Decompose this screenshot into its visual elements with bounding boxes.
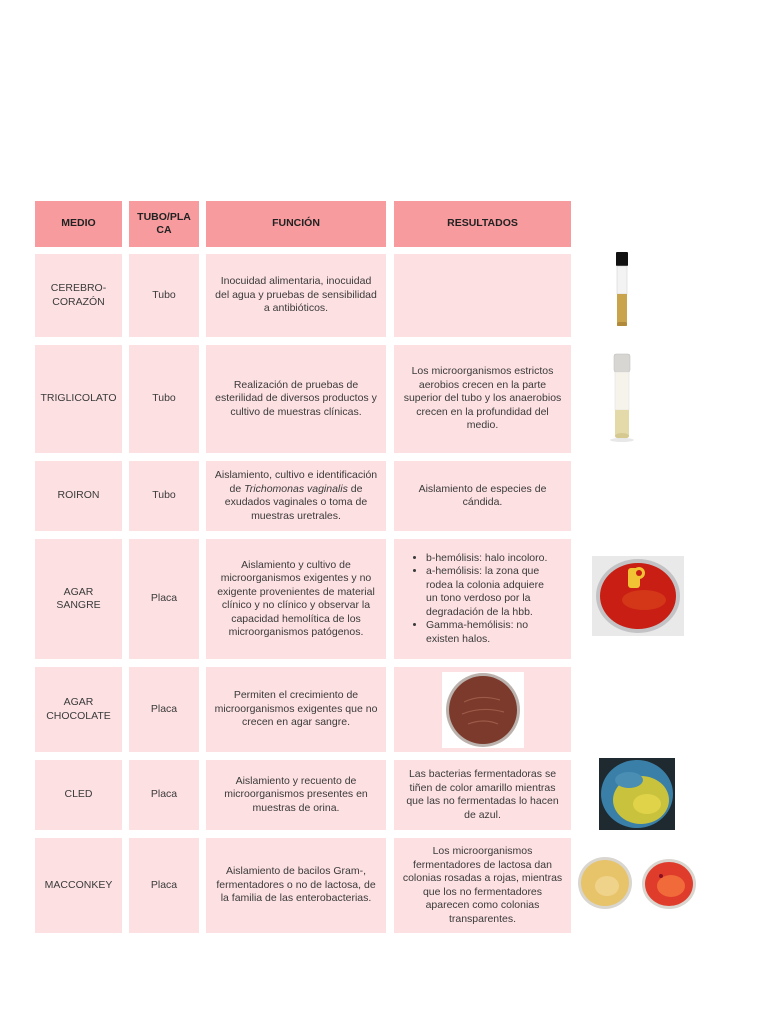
row-7-medio: MACCONKEY xyxy=(35,838,122,933)
row-4-tipo: Placa xyxy=(129,539,199,659)
row-3-funcion-pre: Aislamiento, cultivo e identificación de xyxy=(214,469,378,495)
header-funcion: FUNCIÓN xyxy=(206,201,386,247)
row-3-resultados: Aislamiento de especies de cándida. xyxy=(394,461,571,531)
row-5-medio: AGAR CHOCOLATE xyxy=(35,667,122,752)
row-1-funcion: Inocuidad alimentaria, inocuidad del agua y pruebas de sensibilidad a antibióticos. xyxy=(206,254,386,337)
row-3-funcion-species: Trichomonas vaginalis xyxy=(244,482,348,495)
row-3-medio: ROIRON xyxy=(35,461,122,531)
row-2-medio: TRIGLICOLATO xyxy=(35,345,122,453)
row-4-resultado-item: • a-hemólisis: la zona que rodea la colonia adquiere un tono verdoso por la degradación de la hbb. xyxy=(426,565,555,619)
row-6-resultados: Las bacterias fermentadoras se tiñen de color amarillo mientras que las no fermentadas lo hacen de azul. xyxy=(394,760,571,830)
row-1-resultados xyxy=(394,254,571,337)
chocolate-agar-plate-image xyxy=(442,672,524,748)
row-7-tipo: Placa xyxy=(129,838,199,933)
header-resultados: RESULTADOS xyxy=(394,201,571,247)
macconkey-plate-lactose-positive-image xyxy=(641,858,697,910)
macconkey-plate-lactose-negative-image xyxy=(577,856,633,910)
row-5-tipo: Placa xyxy=(129,667,199,752)
row-1-tipo: Tubo xyxy=(129,254,199,337)
row-2-resultados: Los microorganismos estrictos aerobios crecen en la parte superior del tubo y los anaerobios crecen en la profundidad del medio. xyxy=(394,345,571,453)
header-medio: MEDIO xyxy=(35,201,122,247)
row-4-resultados xyxy=(394,539,571,659)
row-1-medio: CEREBRO-CORAZÓN xyxy=(35,254,122,337)
row-4-resultado-item: • b-hemólisis: halo incoloro. xyxy=(426,552,555,566)
row-3-funcion xyxy=(206,461,386,531)
row-7-resultados: Los microorganismos fermentadores de lactosa dan colonias rosadas a rojas, mientras que los no fermentadores aparecen como colonias transparentes. xyxy=(394,838,571,933)
row-6-funcion: Aislamiento y recuento de microorganismos presentes en muestras de orina. xyxy=(206,760,386,830)
blood-agar-plate-image xyxy=(592,556,684,636)
row-2-funcion: Realización de pruebas de esterilidad de diversos productos y cultivo de muestras clínicas. xyxy=(206,345,386,453)
row-4-resultado-item: • Gamma-hemólisis: no existen halos. xyxy=(426,619,555,646)
row-3-funcion-post: de exudados vaginales o toma de muestras uretrales. xyxy=(224,482,368,522)
row-4-medio: AGAR SANGRE xyxy=(35,539,122,659)
header-tubo-placa: TUBO/PLA CA xyxy=(129,201,199,247)
row-6-tipo: Placa xyxy=(129,760,199,830)
brain-heart-tube-image xyxy=(612,250,632,330)
thioglycolate-tube-image xyxy=(608,352,636,442)
row-7-funcion: Aislamiento de bacilos Gram-, fermentadores o no de lactosa, de la familia de las enterobacterias. xyxy=(206,838,386,933)
row-6-medio: CLED xyxy=(35,760,122,830)
row-2-tipo: Tubo xyxy=(129,345,199,453)
row-4-funcion: Aislamiento y cultivo de microorganismos exigentes y no exigente provenientes de material clínico y no clínico y observar la capacidad hemolítica de los microorganismos patógenos. xyxy=(206,539,386,659)
row-5-funcion: Permiten el crecimiento de microorganismos exigentes que no crecen en agar sangre. xyxy=(206,667,386,752)
row-3-tipo: Tubo xyxy=(129,461,199,531)
cled-agar-plate-image xyxy=(599,758,675,830)
